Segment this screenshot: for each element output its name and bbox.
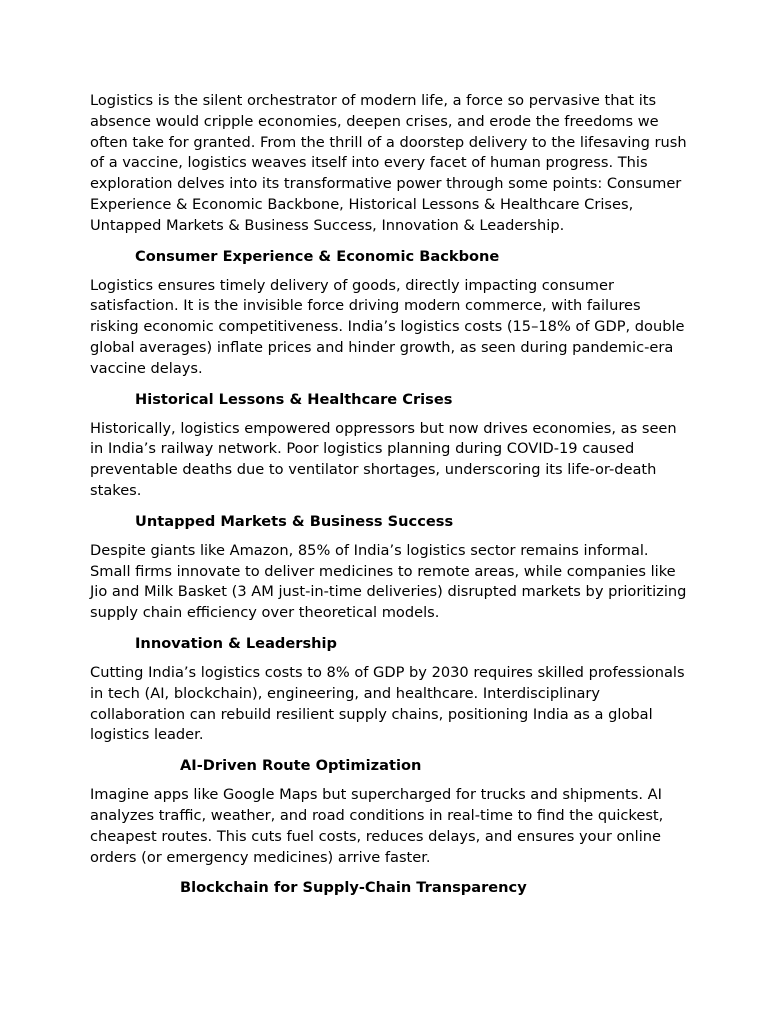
section-paragraph-consumer-experience: Logistics ensures timely delivery of goods, directly impacting consumer satisfaction. It is the invisible force driving modern commerce, with failures risking economic competitiveness. India’s logistics costs (15–18% of GDP, double global averages) inflate prices and hinder growth, as seen during pandemic-era vaccine delays. — [90, 276, 685, 377]
section-paragraph-untapped-markets: Despite giants like Amazon, 85% of India’s logistics sector remains informal. Small firms innovate to deliver medicines to remote areas, while companies like Jio and Milk Basket (3 AM just-in-time deliveries) disrupted markets by prioritizing supply chain efficiency over theoretical models. — [90, 541, 687, 622]
section-heading-innovation-leadership: Innovation & Leadership — [135, 634, 337, 652]
document-page — [90, 91, 690, 907]
subsection-heading-blockchain-transparency: Blockchain for Supply-Chain Transparency — [180, 879, 527, 897]
subsection-heading-ai-route-optimization: AI-Driven Route Optimization — [180, 757, 422, 775]
intro-paragraph: Logistics is the silent orchestrator of modern life, a force so pervasive that its absence would cripple economies, deepen crises, and erode the freedoms we often take for granted. From the thrill of a doorstep delivery to the lifesaving rush of a vaccine, logistics weaves itself into every facet of human progress. This exploration delves into its transformative power through some points: Consumer Experience & Economic Backbone, Historical Lessons & Healthcare Crises, Untapped Markets & Business Success, Innovation & Leadership. — [90, 92, 687, 234]
section-heading-historical-lessons: Historical Lessons & Healthcare Crises — [135, 390, 453, 408]
section-paragraph-innovation-leadership: Cutting India’s logistics costs to 8% of GDP by 2030 requires skilled professionals in tech (AI, blockchain), engineering, and healthcare. Interdisciplinary collaboration can rebuild resilient supply chains, positioning India as a global logistics leader. — [90, 663, 685, 744]
subsection-paragraph-ai-route-optimization: Imagine apps like Google Maps but supercharged for trucks and shipments. AI analyzes traffic, weather, and road conditions in real-time to find the quickest, cheapest routes. This cuts fuel costs, reduces delays, and ensures your online orders (or emergency medicines) arrive faster. — [90, 786, 664, 866]
section-heading-consumer-experience: Consumer Experience & Economic Backbone — [135, 247, 500, 265]
section-paragraph-historical-lessons: Historically, logistics empowered oppressors but now drives economies, as seen in India’s railway network. Poor logistics planning during COVID-19 caused preventable deaths due to ventilator shortages, underscoring its life-or-death stakes. — [90, 419, 677, 499]
section-heading-untapped-markets: Untapped Markets & Business Success — [135, 512, 454, 530]
